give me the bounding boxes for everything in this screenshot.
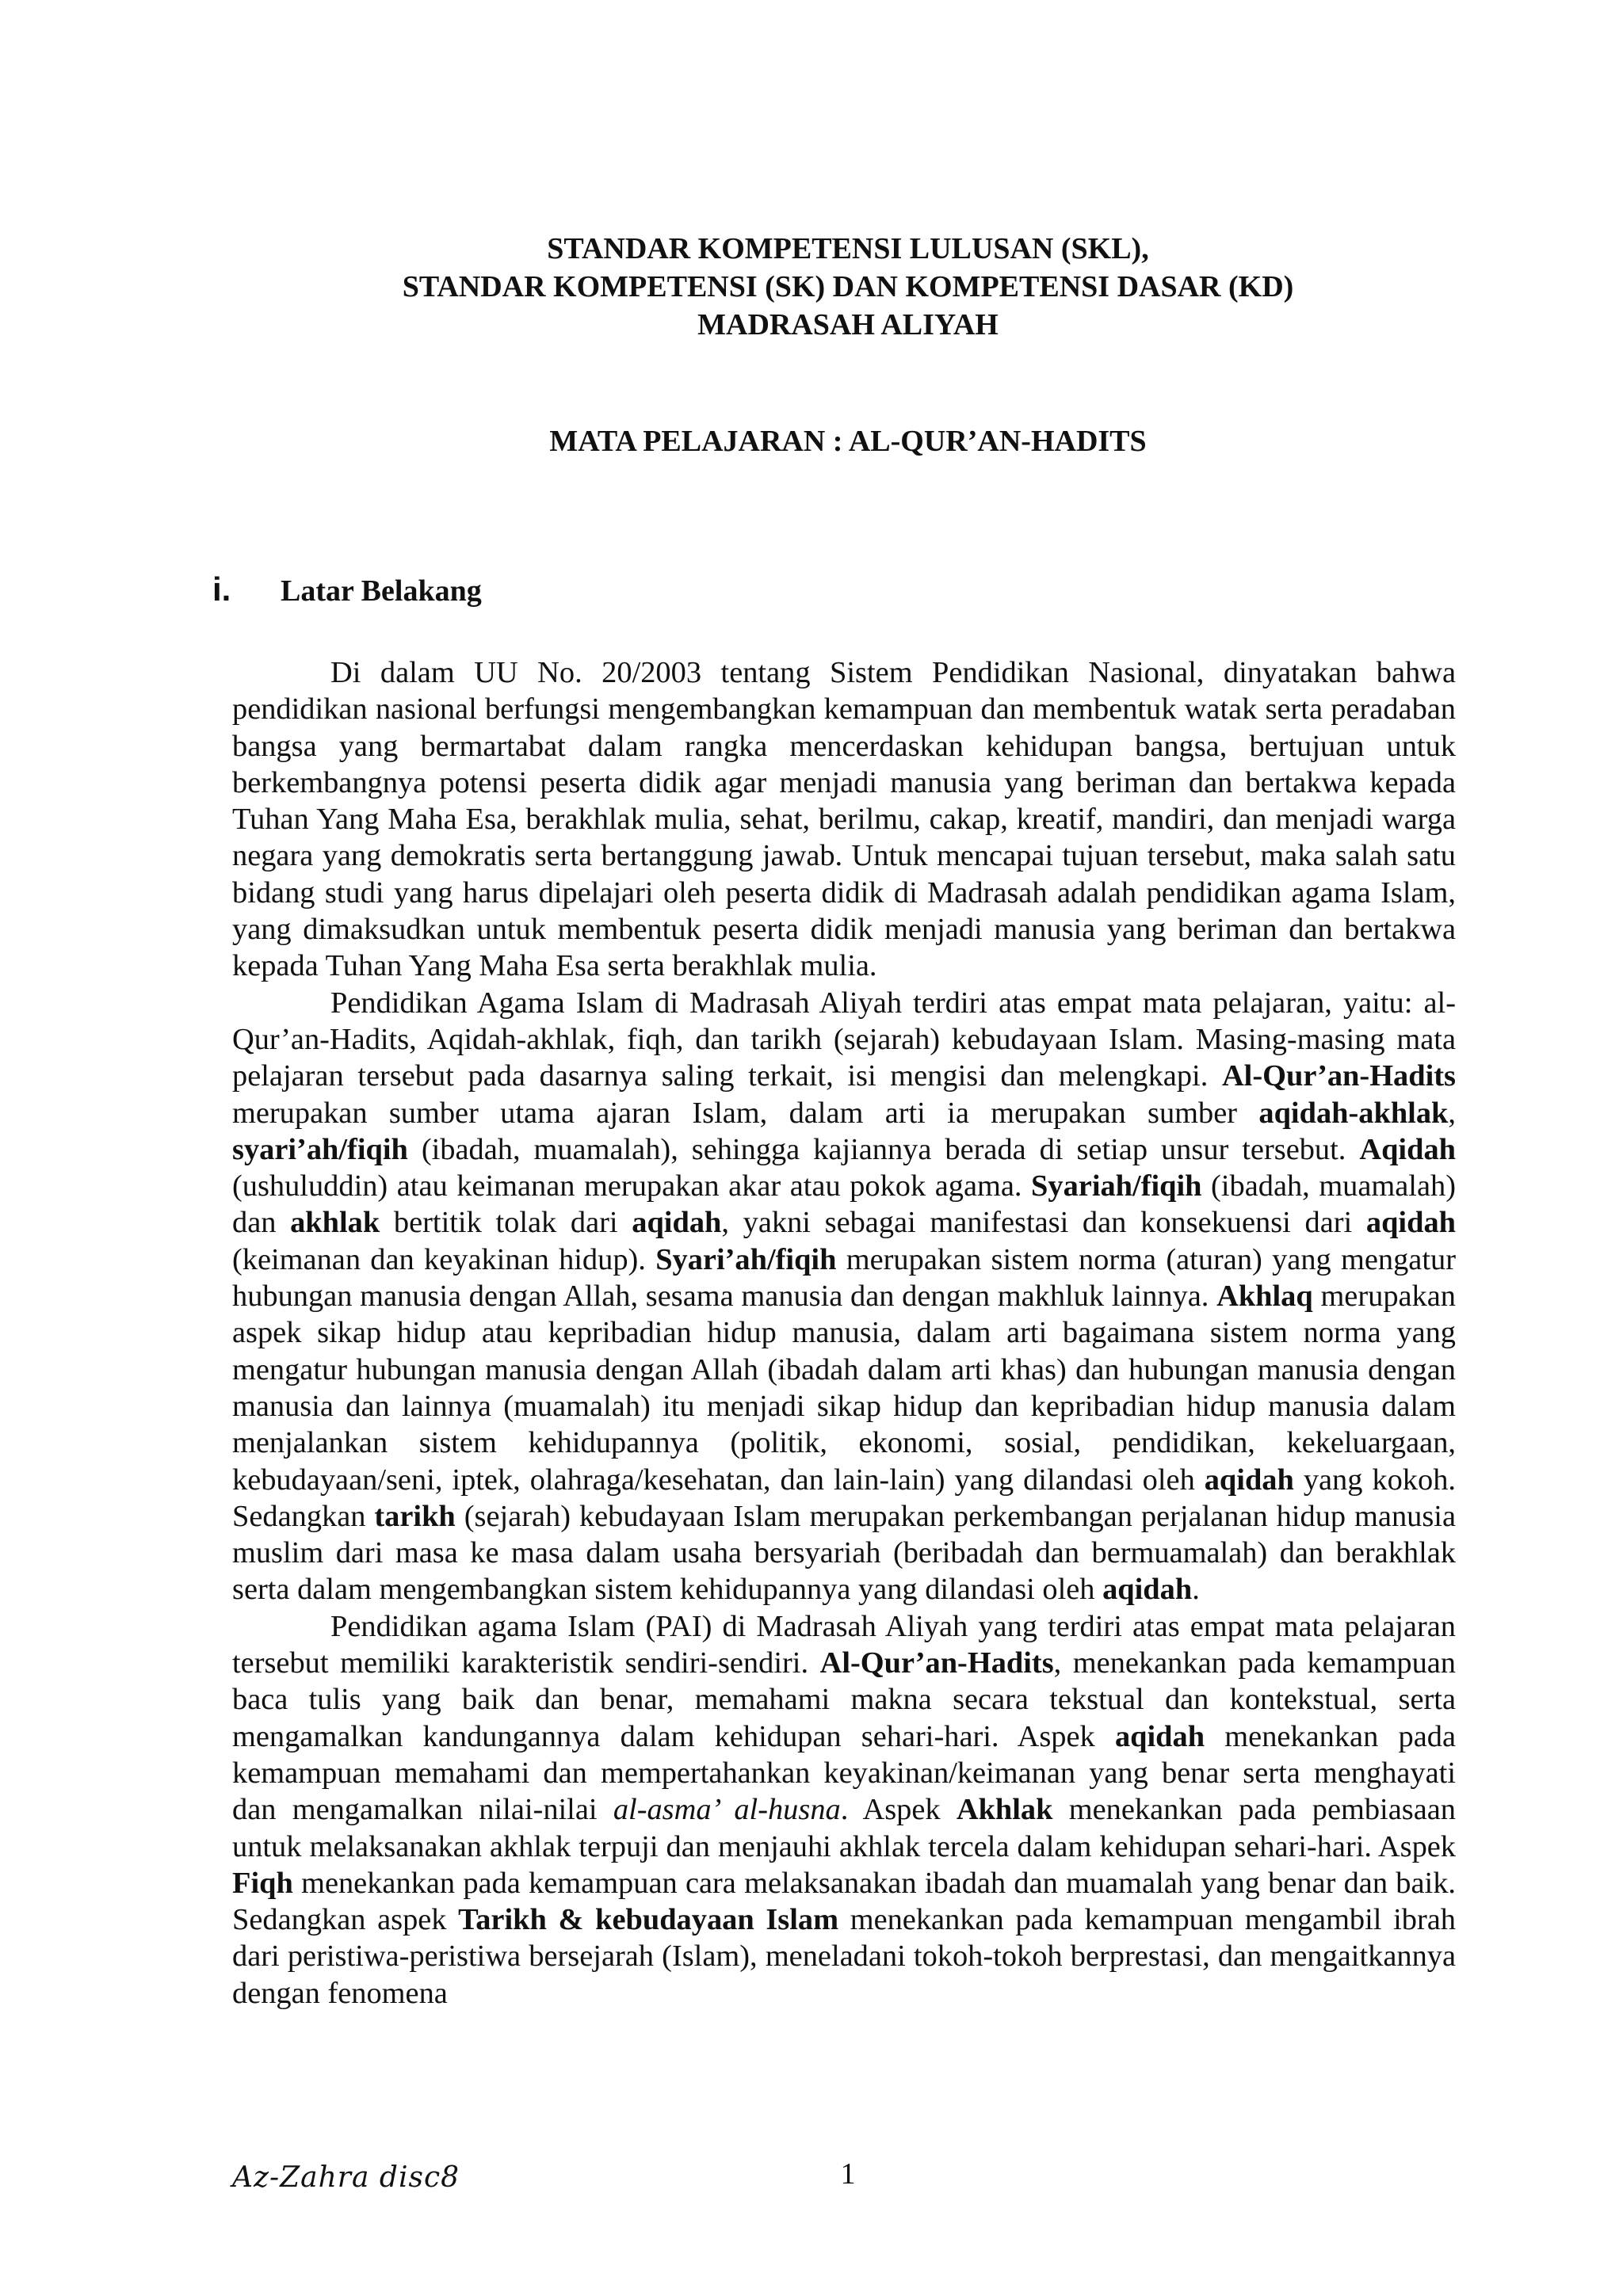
text-run: , yakni sebagai manifestasi dan konsekuensi dari: [721, 1206, 1366, 1240]
text-run: Di dalam UU No. 20/2003 tentang Sistem Pendidikan Nasional, dinyatakan bahwa pendidikan nasional berfungsi mengembangkan kemampuan dan membentuk watak serta peradaban bangsa yang bermartabat dalam rangka mencerdaskan kehidupan bangsa, bertujuan untuk berkembangnya potensi peserta didik agar menjadi manusia yang beriman dan bertakwa kepada Tuhan Yang Maha Esa, berakhlak mulia, sehat, berilmu, cakap, kreatif, mandiri, dan menjadi warga negara yang demokratis serta bertanggung jawab. Untuk mencapai tujuan tersebut, maka salah satu bidang studi yang harus dipelajari oleh peserta didik di Madrasah adalah pendidikan agama Islam, yang dimaksudkan untuk membentuk peserta didik menjadi manusia yang beriman dan bertakwa kepada Tuhan Yang Maha Esa serta berakhlak mulia.: [232, 656, 1456, 983]
text-run: menekankan pada pembiasaan untuk melaksanakan akhlak terpuji dan menjauhi akhlak tercela dalam kehidupan sehari-hari. Aspek: [232, 1793, 1456, 1863]
bold-term: akhlak: [290, 1206, 380, 1240]
bold-term: Syariah/fiqih: [1031, 1169, 1202, 1203]
text-run: menekankan pada kemampuan cara melaksanakan ibadah dan muamalah yang benar dan baik. Sedangkan aspek: [232, 1866, 1456, 1937]
text-run: (ibadah, muamalah), sehingga kajiannya berada di setiap unsur tersebut.: [407, 1132, 1360, 1166]
text-run: . Aspek: [840, 1793, 957, 1827]
text-run: menekankan pada kemampuan mengambil ibrah dari peristiwa-peristiwa bersejarah (Islam), meneladani tokoh-tokoh berprestasi, dan mengaitkannya dengan fenomena: [232, 1903, 1456, 2010]
section-title: Latar Belakang: [281, 574, 482, 608]
text-run: (keimanan dan keyakinan hidup).: [232, 1242, 656, 1276]
section-number: i.: [212, 570, 231, 608]
text-run: (ushuluddin) atau keimanan merupakan akar atau pokok agama.: [232, 1169, 1032, 1203]
text-run: menekankan pada kemampuan memahami dan mempertahankan keyakinan/keimanan yang benar serta menghayati dan mengamalkan nilai-nilai: [232, 1719, 1456, 1827]
text-run: ,: [1448, 1096, 1456, 1130]
footer-label: Az-Zahra disc8: [232, 2161, 460, 2194]
document-title: [0, 230, 1623, 344]
bold-term: Al-Qur’an-Hadits: [1221, 1059, 1456, 1093]
bold-term: aqidah-akhlak: [1258, 1096, 1449, 1130]
bold-term: Al-Qur’an-Hadits: [819, 1646, 1054, 1680]
bold-term: aqidah: [632, 1206, 722, 1240]
section-heading: [212, 570, 482, 610]
bold-term: Syari’ah/fiqih: [655, 1242, 837, 1276]
title-line: STANDAR KOMPETENSI (SK) DAN KOMPETENSI DASAR (KD): [402, 270, 1294, 303]
paragraph: [232, 1608, 1456, 2012]
italic-term: al-asma’ al-husna: [613, 1793, 841, 1827]
bold-term: Aqidah: [1359, 1132, 1456, 1166]
title-line: MADRASAH ALIYAH: [697, 308, 999, 341]
text-run: .: [1192, 1573, 1200, 1607]
text-run: , menekankan pada kemampuan baca tulis yang baik dan benar, memahami makna secara tekstual dan kontekstual, serta mengamalkan kandungannya dalam kehidupan sehari-hari. Aspek: [232, 1646, 1457, 1753]
bold-term: Akhlaq: [1216, 1280, 1313, 1314]
text-run: (ibadah, muamalah) dan: [232, 1169, 1456, 1240]
text-run: Pendidikan agama Islam (PAI) di Madrasah Aliyah yang terdiri atas empat mata pelajaran tersebut memiliki karakteristik sendiri-sendiri.: [232, 1609, 1456, 1680]
bold-term: Fiqh: [232, 1866, 293, 1900]
bold-term: Tarikh & kebudayaan Islam: [458, 1903, 839, 1937]
page-number: 1: [840, 2157, 856, 2191]
bold-term: aqidah: [1365, 1206, 1456, 1240]
paragraph: [232, 654, 1456, 985]
bold-term: aqidah: [1114, 1719, 1205, 1753]
text-run: merupakan sumber utama ajaran Islam, dalam arti ia merupakan sumber: [232, 1096, 1259, 1130]
title-line: STANDAR KOMPETENSI LULUSAN (SKL),: [547, 232, 1149, 265]
subject-heading: MATA PELAJARAN : AL-QUR’AN-HADITS: [549, 425, 1147, 458]
text-run: Pendidikan Agama Islam di Madrasah Aliyah terdiri atas empat mata pelajaran, yaitu: al-Qur’an-Hadits, Aqidah-akhlak, fiqh, dan tarikh (sejarah) kebudayaan Islam. Masing-masing mata pelajaran tersebut pada dasarnya saling terkait, isi mengisi dan melengkapi.: [232, 986, 1456, 1093]
body-text: [232, 654, 1456, 2012]
bold-term: aqidah: [1102, 1573, 1193, 1607]
paragraph: [232, 985, 1456, 1608]
bold-term: tarikh: [374, 1499, 456, 1533]
text-run: merupakan sistem norma (aturan) yang mengatur hubungan manusia dengan Allah, sesama manusia dan dengan makhluk lainnya.: [232, 1242, 1456, 1314]
text-run: (sejarah) kebudayaan Islam merupakan perkembangan perjalanan hidup manusia muslim dari masa ke masa dalam usaha bersyariah (beribadah dan bermuamalah) dan berakhlak serta dalam mengembangkan sistem kehidupannya yang dilandasi oleh: [232, 1499, 1456, 1607]
bold-term: Akhlak: [956, 1793, 1053, 1827]
bold-term: aqidah: [1204, 1463, 1294, 1497]
text-run: merupakan aspek sikap hidup atau kepribadian hidup manusia, dalam arti bagaimana sistem norma yang mengatur hubungan manusia dengan Allah (ibadah dalam arti khas) dan hubungan manusia dengan manusia dan lainnya (muamalah) itu menjadi sikap hidup dan kepribadian hidup manusia dalam menjalankan sistem kehidupannya (politik, ekonomi, sosial, pendidikan, kekeluargaan, kebudayaan/seni, iptek, olahraga/kesehatan, dan lain-lain) yang dilandasi oleh: [232, 1280, 1456, 1497]
text-run: bertitik tolak dari: [380, 1206, 632, 1240]
bold-term: syari’ah/fiqih: [232, 1132, 408, 1166]
text-run: yang kokoh. Sedangkan: [232, 1463, 1456, 1533]
